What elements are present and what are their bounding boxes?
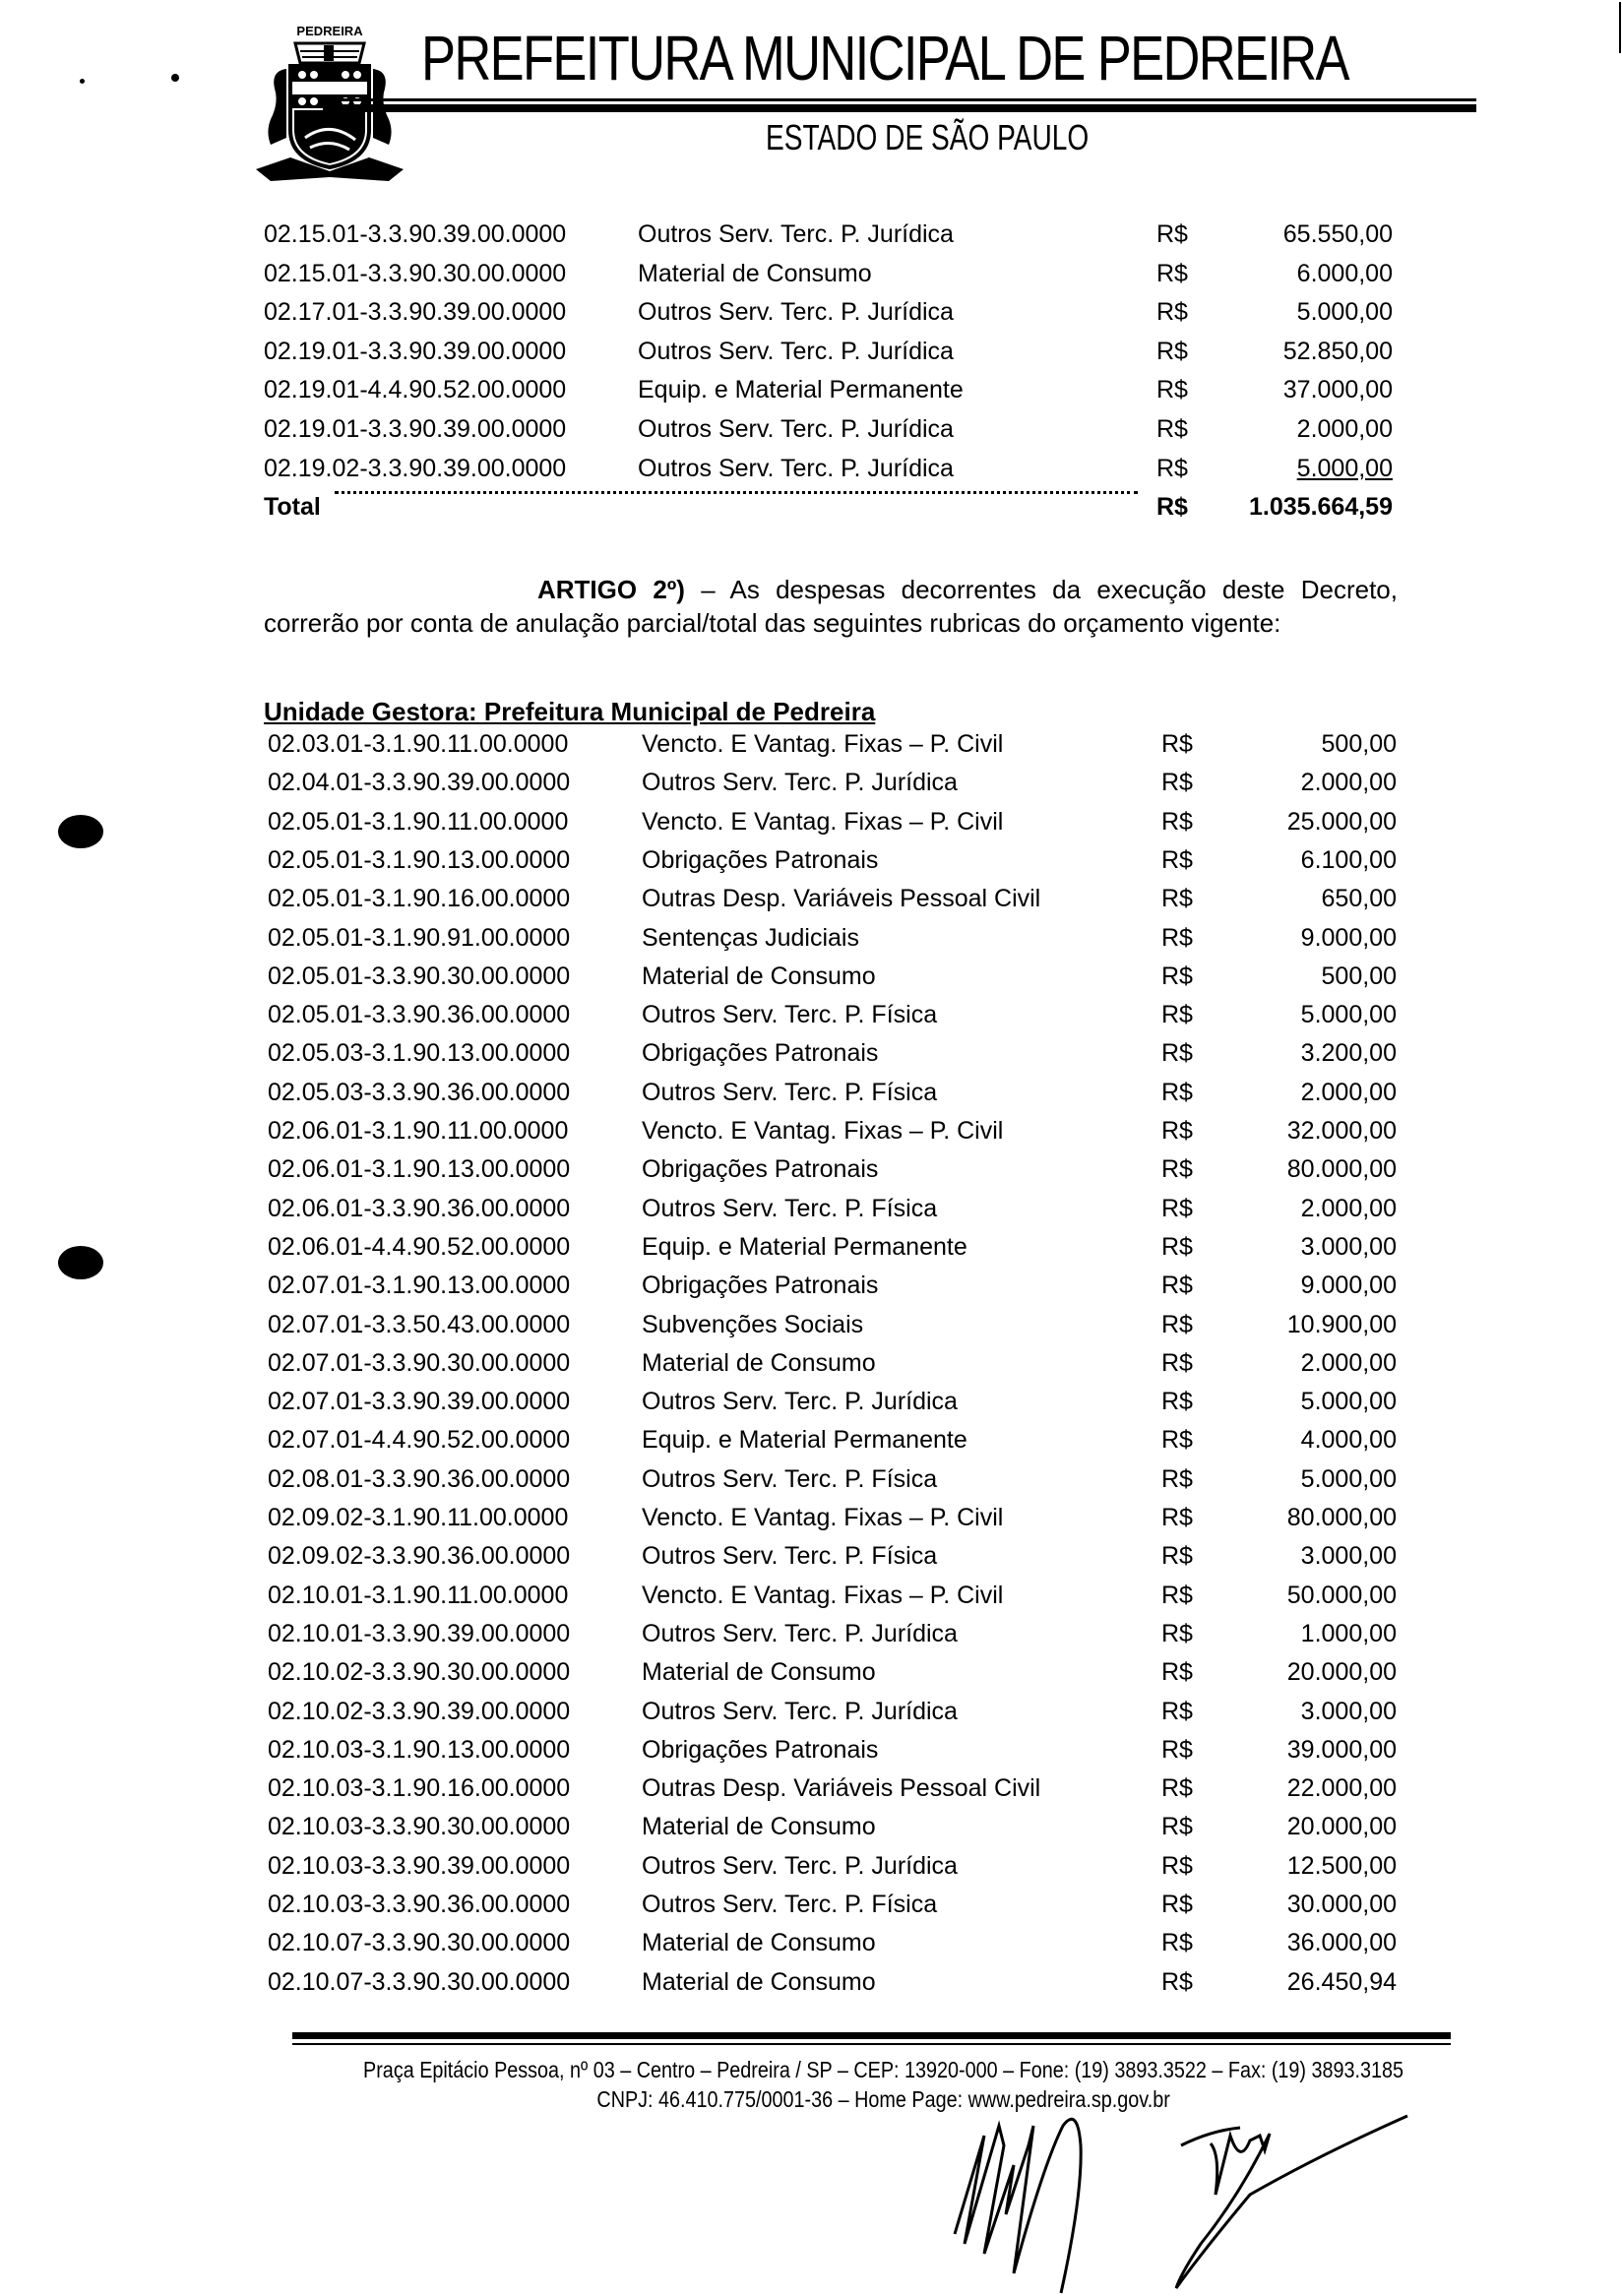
amount: 39.000,00: [1286, 1735, 1397, 1764]
amount: 500,00: [1321, 962, 1397, 990]
amount: 2.000,00: [1300, 1078, 1397, 1106]
budget-code: 02.10.01-3.3.90.39.00.0000: [268, 1619, 571, 1647]
amount: 80.000,00: [1286, 1504, 1397, 1531]
table-row: [0, 1077, 1622, 1115]
expense-description: Outros Serv. Terc. P. Física: [642, 1194, 938, 1222]
expense-description: Outros Serv. Terc. P. Jurídica: [638, 337, 954, 365]
table-row: [0, 1772, 1622, 1811]
budget-code: 02.10.07-3.3.90.30.00.0000: [268, 1967, 571, 1996]
leader-dots: [335, 491, 1138, 494]
currency-symbol: R$: [1161, 1464, 1193, 1493]
amount: 50.000,00: [1286, 1581, 1397, 1609]
expense-description: Outros Serv. Terc. P. Jurídica: [638, 415, 954, 443]
table-row: [0, 1811, 1622, 1849]
amount: 37.000,00: [1282, 376, 1393, 404]
table-row: [0, 336, 1622, 374]
table-row: [0, 844, 1622, 883]
currency-symbol: R$: [1161, 807, 1193, 836]
currency-symbol: R$: [1161, 1155, 1193, 1184]
unit-heading: Unidade Gestora: Prefeitura Municipal de Pedreira: [264, 697, 876, 726]
expense-description: Vencto. E Vantag. Fixas – P. Civil: [642, 1504, 1004, 1531]
article-text-line2: correrão por conta de anulação parcial/total das seguintes rubricas do orçamento vigente:: [264, 608, 1281, 638]
budget-code: 02.07.01-3.1.90.13.00.0000: [268, 1272, 571, 1300]
table-row: [0, 258, 1622, 296]
expense-description: Vencto. E Vantag. Fixas – P. Civil: [642, 807, 1004, 836]
currency-symbol: R$: [1161, 1001, 1193, 1029]
currency-symbol: R$: [1161, 845, 1193, 874]
currency-symbol: R$: [1161, 1929, 1193, 1957]
expense-description: Outros Serv. Terc. P. Jurídica: [638, 220, 954, 248]
budget-code: 02.10.02-3.3.90.39.00.0000: [268, 1697, 571, 1725]
amount: 2.000,00: [1300, 1194, 1397, 1222]
expense-description: Outros Serv. Terc. P. Física: [642, 1078, 938, 1106]
currency-symbol: R$: [1161, 1039, 1193, 1068]
currency-symbol: R$: [1161, 1272, 1193, 1300]
table-row: [0, 218, 1622, 257]
currency-symbol: R$: [1161, 1117, 1193, 1145]
currency-symbol: R$: [1156, 259, 1188, 287]
amount: 3.000,00: [1300, 1542, 1397, 1571]
budget-code: 02.05.01-3.1.90.91.00.0000: [268, 923, 571, 952]
expense-description: Outros Serv. Terc. P. Física: [642, 1464, 938, 1493]
currency-symbol: R$: [1161, 1774, 1193, 1803]
budget-code: 02.10.03-3.1.90.13.00.0000: [268, 1735, 571, 1764]
budget-code: 02.19.01-4.4.90.52.00.0000: [264, 376, 567, 404]
table-row: [0, 1927, 1622, 1965]
budget-code: 02.10.02-3.3.90.30.00.0000: [268, 1658, 571, 1687]
amount: 500,00: [1321, 730, 1397, 758]
amount: 22.000,00: [1286, 1774, 1397, 1803]
expense-description: Outros Serv. Terc. P. Jurídica: [642, 769, 958, 797]
expense-description: Material de Consumo: [642, 962, 876, 990]
budget-code: 02.19.01-3.3.90.39.00.0000: [264, 337, 567, 365]
amount: 3.200,00: [1300, 1039, 1397, 1068]
expense-description: Outros Serv. Terc. P. Jurídica: [642, 1697, 958, 1725]
currency-symbol: R$: [1161, 1194, 1193, 1222]
budget-code: 02.10.03-3.1.90.16.00.0000: [268, 1774, 571, 1803]
table-row: [0, 728, 1622, 767]
article-heading: ARTIGO 2º): [537, 575, 685, 604]
currency-symbol: R$: [1156, 493, 1188, 522]
table-row: [0, 767, 1622, 805]
budget-code: 02.17.01-3.3.90.39.00.0000: [264, 298, 567, 327]
budget-code: 02.19.01-3.3.90.39.00.0000: [264, 415, 567, 443]
currency-symbol: R$: [1161, 1735, 1193, 1764]
footer-rule-thin: [292, 2043, 1451, 2045]
expense-description: Obrigações Patronais: [642, 1039, 879, 1068]
budget-code: 02.05.01-3.3.90.30.00.0000: [268, 962, 571, 990]
expense-description: Material de Consumo: [642, 1813, 876, 1841]
expense-description: Outros Serv. Terc. P. Física: [642, 1542, 938, 1571]
amount: 5.000,00: [1300, 1001, 1397, 1029]
signature-2: [1122, 2106, 1437, 2296]
table-row: [0, 1153, 1622, 1192]
expense-description: Outros Serv. Terc. P. Jurídica: [642, 1851, 958, 1880]
expense-description: Outros Serv. Terc. P. Física: [642, 1891, 938, 1918]
currency-symbol: R$: [1156, 298, 1188, 327]
budget-code: 02.06.01-4.4.90.52.00.0000: [268, 1232, 571, 1261]
budget-code: 02.09.02-3.1.90.11.00.0000: [268, 1504, 569, 1531]
amount: 65.550,00: [1282, 220, 1393, 248]
table-row: [0, 1193, 1622, 1231]
amount: 32.000,00: [1286, 1117, 1397, 1145]
expense-description: Vencto. E Vantag. Fixas – P. Civil: [642, 1117, 1004, 1145]
table-row: [0, 296, 1622, 335]
article-paragraph-line1: [264, 574, 1398, 605]
expense-description: Material de Consumo: [642, 1929, 876, 1957]
expense-description: Material de Consumo: [638, 259, 872, 287]
expense-description: Obrigações Patronais: [642, 1272, 879, 1300]
expense-description: Equip. e Material Permanente: [638, 376, 964, 404]
amount: 80.000,00: [1286, 1155, 1397, 1184]
currency-symbol: R$: [1156, 415, 1188, 443]
currency-symbol: R$: [1161, 769, 1193, 797]
scan-speck: [80, 79, 85, 84]
expense-description: Obrigações Patronais: [642, 1155, 879, 1184]
budget-code: 02.09.02-3.3.90.36.00.0000: [268, 1542, 571, 1571]
table-row: [0, 1115, 1622, 1153]
table-row: [0, 1734, 1622, 1772]
table-row: [0, 922, 1622, 961]
currency-symbol: R$: [1156, 220, 1188, 248]
table-row: [0, 999, 1622, 1037]
amount: 5.000,00: [1296, 298, 1393, 327]
expense-description: Obrigações Patronais: [642, 1735, 879, 1764]
amount: 9.000,00: [1300, 1272, 1397, 1300]
amount: 20.000,00: [1286, 1813, 1397, 1841]
budget-code: 02.19.02-3.3.90.39.00.0000: [264, 454, 567, 482]
amount: 5.000,00: [1296, 454, 1393, 482]
table-row: [0, 1502, 1622, 1540]
budget-code: 02.04.01-3.3.90.39.00.0000: [268, 769, 571, 797]
expense-description: Outros Serv. Terc. P. Jurídica: [642, 1388, 958, 1416]
table-row: [0, 453, 1622, 491]
budget-code: 02.05.01-3.1.90.13.00.0000: [268, 845, 571, 874]
amount: 6.100,00: [1300, 845, 1397, 874]
amount: 2.000,00: [1300, 769, 1397, 797]
currency-symbol: R$: [1161, 1967, 1193, 1996]
budget-code: 02.05.03-3.1.90.13.00.0000: [268, 1039, 571, 1068]
expense-description: Outras Desp. Variáveis Pessoal Civil: [642, 1774, 1041, 1803]
amount: 36.000,00: [1286, 1929, 1397, 1957]
expense-description: Outros Serv. Terc. P. Jurídica: [642, 1619, 958, 1647]
expense-description: Subvenções Sociais: [642, 1310, 864, 1338]
expense-description: Material de Consumo: [642, 1348, 876, 1377]
currency-symbol: R$: [1161, 1813, 1193, 1841]
total-row: [0, 491, 1622, 529]
table-row: [0, 413, 1622, 452]
table-row: [0, 806, 1622, 844]
currency-symbol: R$: [1161, 1310, 1193, 1338]
table-row: [0, 374, 1622, 412]
table-row: [0, 1540, 1622, 1579]
currency-symbol: R$: [1161, 1542, 1193, 1571]
expense-description: Equip. e Material Permanente: [642, 1426, 967, 1455]
currency-symbol: R$: [1156, 454, 1188, 482]
header-rule-thick: [323, 104, 1476, 112]
budget-code: 02.15.01-3.3.90.39.00.0000: [264, 220, 567, 248]
table-row: [0, 883, 1622, 921]
budget-code: 02.10.07-3.3.90.30.00.0000: [268, 1929, 571, 1957]
budget-code: 02.05.01-3.1.90.11.00.0000: [268, 807, 569, 836]
article-text-line1: – As despesas decorrentes da execução deste Decreto,: [684, 575, 1398, 604]
scan-edge-mark: [1619, 2, 1621, 53]
amount: 5.000,00: [1300, 1464, 1397, 1493]
currency-symbol: R$: [1161, 1348, 1193, 1377]
expense-description: Outras Desp. Variáveis Pessoal Civil: [642, 885, 1041, 913]
expense-description: Obrigações Patronais: [642, 845, 879, 874]
currency-symbol: R$: [1161, 885, 1193, 913]
budget-code: 02.15.01-3.3.90.30.00.0000: [264, 259, 567, 287]
amount: 5.000,00: [1300, 1388, 1397, 1416]
budget-code: 02.10.03-3.3.90.30.00.0000: [268, 1813, 571, 1841]
table-row: [0, 1037, 1622, 1076]
budget-code: 02.06.01-3.3.90.36.00.0000: [268, 1194, 571, 1222]
currency-symbol: R$: [1161, 1232, 1193, 1261]
currency-symbol: R$: [1161, 962, 1193, 990]
currency-symbol: R$: [1156, 337, 1188, 365]
budget-code: 02.06.01-3.1.90.13.00.0000: [268, 1155, 571, 1184]
currency-symbol: R$: [1161, 1078, 1193, 1106]
amount: 3.000,00: [1300, 1232, 1397, 1261]
currency-symbol: R$: [1161, 1504, 1193, 1531]
amount: 3.000,00: [1300, 1697, 1397, 1725]
table-row: [0, 1580, 1622, 1618]
table-row: [0, 1347, 1622, 1386]
amount: 2.000,00: [1296, 415, 1393, 443]
expense-description: Vencto. E Vantag. Fixas – P. Civil: [642, 1581, 1004, 1609]
currency-symbol: R$: [1161, 1658, 1193, 1687]
expense-description: Sentenças Judiciais: [642, 923, 859, 952]
amount: 30.000,00: [1286, 1891, 1397, 1918]
table-row: [0, 1656, 1622, 1695]
signature-1: [945, 2106, 1142, 2296]
table-row: [0, 1966, 1622, 2005]
amount: 650,00: [1321, 885, 1397, 913]
amount: 9.000,00: [1300, 923, 1397, 952]
total-amount: 1.035.664,59: [1249, 493, 1393, 522]
currency-symbol: R$: [1161, 1697, 1193, 1725]
budget-code: 02.07.01-4.4.90.52.00.0000: [268, 1426, 571, 1455]
table-row: [0, 1309, 1622, 1347]
amount: 25.000,00: [1286, 807, 1397, 836]
page-title: PREFEITURA MUNICIPAL DE PEDREIRA: [421, 23, 1348, 93]
amount: 26.450,94: [1286, 1967, 1397, 1996]
amount: 52.850,00: [1282, 337, 1393, 365]
currency-symbol: R$: [1161, 1388, 1193, 1416]
amount: 1.000,00: [1300, 1619, 1397, 1647]
budget-code: 02.05.01-3.1.90.16.00.0000: [268, 885, 571, 913]
table-row: [0, 1463, 1622, 1502]
table-row: [0, 1618, 1622, 1656]
budget-code: 02.08.01-3.3.90.36.00.0000: [268, 1464, 571, 1493]
amount: 6.000,00: [1296, 259, 1393, 287]
budget-code: 02.10.01-3.1.90.11.00.0000: [268, 1581, 569, 1609]
amount: 10.900,00: [1286, 1310, 1397, 1338]
footer-address: Praça Epitácio Pessoa, nº 03 – Centro – Pedreira / SP – CEP: 13920-000 – Fone: (19) 3893.3522 – Fax: (19) 3893.3185: [363, 2057, 1404, 2082]
expense-description: Material de Consumo: [642, 1967, 876, 1996]
table-row: [0, 1850, 1622, 1889]
amount: 4.000,00: [1300, 1426, 1397, 1455]
total-label: Total: [264, 493, 321, 522]
currency-symbol: R$: [1156, 376, 1188, 404]
expense-description: Equip. e Material Permanente: [642, 1232, 967, 1261]
currency-symbol: R$: [1161, 730, 1193, 758]
currency-symbol: R$: [1161, 1581, 1193, 1609]
budget-code: 02.05.01-3.3.90.36.00.0000: [268, 1001, 571, 1029]
budget-code: 02.10.03-3.3.90.36.00.0000: [268, 1891, 571, 1918]
currency-symbol: R$: [1161, 1891, 1193, 1918]
currency-symbol: R$: [1161, 1619, 1193, 1647]
budget-code: 02.06.01-3.1.90.11.00.0000: [268, 1117, 569, 1145]
budget-code: 02.07.01-3.3.90.39.00.0000: [268, 1388, 571, 1416]
table-row: [0, 1696, 1622, 1734]
expense-description: Outros Serv. Terc. P. Jurídica: [638, 298, 954, 327]
expense-description: Outros Serv. Terc. P. Jurídica: [638, 454, 954, 482]
scan-speck: [171, 74, 179, 82]
currency-symbol: R$: [1161, 1851, 1193, 1880]
table-row: [0, 1270, 1622, 1308]
municipal-crest-logo: [251, 22, 408, 184]
currency-symbol: R$: [1161, 923, 1193, 952]
expense-description: Vencto. E Vantag. Fixas – P. Civil: [642, 730, 1004, 758]
page-subtitle: ESTADO DE SÃO PAULO: [766, 117, 1090, 157]
amount: 20.000,00: [1286, 1658, 1397, 1687]
svg-text:PEDREIRA: PEDREIRA: [296, 24, 363, 38]
currency-symbol: R$: [1161, 1426, 1193, 1455]
table-row: [0, 961, 1622, 999]
amount: 2.000,00: [1300, 1348, 1397, 1377]
expense-description: Material de Consumo: [642, 1658, 876, 1687]
budget-code: 02.05.03-3.3.90.36.00.0000: [268, 1078, 571, 1106]
footer-cnpj-homepage: CNPJ: 46.410.775/0001-36 – Home Page: www.pedreira.sp.gov.br: [596, 2086, 1171, 2112]
table-row: [0, 1386, 1622, 1424]
budget-code: 02.03.01-3.1.90.11.00.0000: [268, 730, 569, 758]
table-row: [0, 1424, 1622, 1462]
budget-code: 02.07.01-3.3.90.30.00.0000: [268, 1348, 571, 1377]
table-row: [0, 1231, 1622, 1270]
expense-description: Outros Serv. Terc. P. Física: [642, 1001, 938, 1029]
crest-icon: [251, 22, 408, 184]
footer-rule-thick: [292, 2032, 1451, 2039]
budget-code: 02.07.01-3.3.50.43.00.0000: [268, 1310, 571, 1338]
table-row: [0, 1889, 1622, 1927]
budget-code: 02.10.03-3.3.90.39.00.0000: [268, 1851, 571, 1880]
header-rule-thin: [323, 98, 1476, 101]
amount: 12.500,00: [1286, 1851, 1397, 1880]
